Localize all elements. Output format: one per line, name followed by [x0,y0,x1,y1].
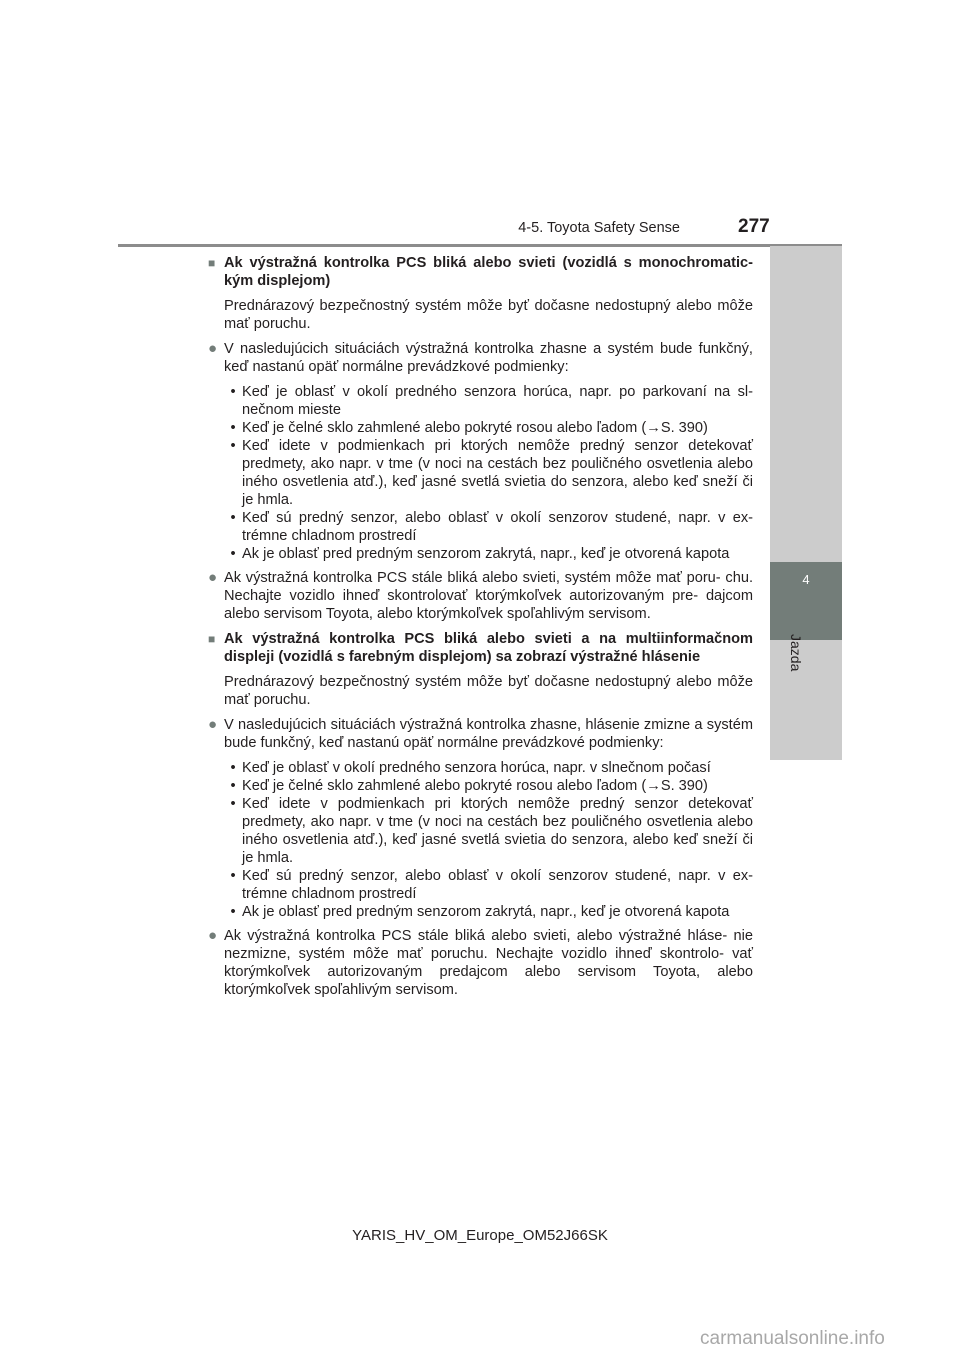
condition-list [224,759,753,921]
side-tab-track [770,246,842,562]
section-heading: ■ Ak výstražná kontrolka PCS bliká alebo svieti (vozidlá s monochromatic- kým displejom) [208,255,753,289]
list-item: • Keď je čelné sklo zahmlené alebo pokryté rosou alebo ľadom (→S. 390) [230,420,708,436]
header-divider [118,244,842,247]
paragraph: Prednárazový bezpečnostný systém môže byť dočasne nedostupný alebo môže mať poruchu. [224,674,753,708]
circle-bullet-item: ● V nasledujúcich situáciách výstražná kontrolka zhasne a systém bude funkčný, keď nastanú opäť normálne prevádzkové podmienky: [208,340,753,375]
paragraph: Prednárazový bezpečnostný systém môže byť dočasne nedostupný alebo môže mať poruchu. [224,298,753,332]
circle-bullet-item: ● V nasledujúcich situáciách výstražná kontrolka zhasne, hlásenie zmizne a systém bude funkčný, keď nastanú opäť normálne prevádzkové podmienky: [208,716,753,751]
square-bullet-icon: ■ [208,632,216,646]
document-footer: YARIS_HV_OM_Europe_OM52J66SK [352,1227,608,1244]
chapter-number: 4 [802,572,810,587]
list-item: • Keď je oblasť v okolí predného senzora horúca, napr. v slnečnom počasí [230,760,711,776]
section-heading: ■ Ak výstražná kontrolka PCS bliká alebo svieti a na multiinformačnom displeji (vozidlá s farebným displejom) sa zobrazí výstražné hlásenie [208,631,753,665]
page-content [208,254,753,1006]
circle-bullet-icon: ● [208,927,218,944]
watermark-link[interactable]: carmanualsonline.info [700,1328,885,1349]
circle-bullet-icon: ● [208,340,218,357]
list-item: • Ak je oblasť pred predným senzorom zakrytá, napr., keď je otvorená kapota [230,904,730,920]
list-item: • Keď sú predný senzor, alebo oblasť v okolí senzorov studené, napr. v ex- trémne chladnom prostredí [230,868,753,902]
list-item: • Keď idete v podmienkach pri ktorých nemôže predný senzor detekovať predmety, ako napr. v tme (v noci na cestách bez pouličného osvetlenia alebo iného osvetlenia atď.), keď jasné svetlá svietia do senzora, alebo keď sneží či je hmla. [230,796,753,866]
circle-bullet-item: ● Ak výstražná kontrolka PCS stále bliká alebo svieti, systém môže mať poru- chu. Nechajte vozidlo ihneď skontrolovať ktorýmkoľvek autorizovaným pre- dajcom alebo servisom Toyota, alebo ktorýmkoľvek spoľahlivým servisom. [208,569,753,622]
list-item: • Keď je čelné sklo zahmlené alebo pokryté rosou alebo ľadom (→S. 390) [230,778,708,794]
section-title: 4-5. Toyota Safety Sense [518,220,680,236]
square-bullet-icon: ■ [208,256,216,270]
list-item: • Keď idete v podmienkach pri ktorých nemôže predný senzor detekovať predmety, ako napr. v tme (v noci na cestách bez pouličného osvetlenia alebo iného osvetlenia atď.), keď jasné svetlá svietia do senzora, alebo keď sneží či je hmla. [230,438,753,508]
list-item: • Keď je oblasť v okolí predného senzora horúca, napr. po parkovaní na sl- nečnom mieste [230,384,753,418]
chapter-label: Jazda [788,634,804,672]
circle-bullet-icon: ● [208,569,218,586]
page-number: 277 [738,216,770,237]
list-item: • Keď sú predný senzor, alebo oblasť v okolí senzorov studené, napr. v ex- trémne chladnom prostredí [230,510,753,544]
list-item: • Ak je oblasť pred predným senzorom zakrytá, napr., keď je otvorená kapota [230,546,730,562]
condition-list [224,383,753,563]
circle-bullet-icon: ● [208,716,218,733]
circle-bullet-item: ● Ak výstražná kontrolka PCS stále bliká alebo svieti, alebo výstražné hláse- nie nezmizne, systém môže mať poruchu. Nechajte vozidlo ihneď skontrolo- vať ktorýmkoľvek autorizovaným predajcom alebo servisom Toyota, alebo ktorýmkoľvek spoľahlivým servisom. [208,927,753,998]
